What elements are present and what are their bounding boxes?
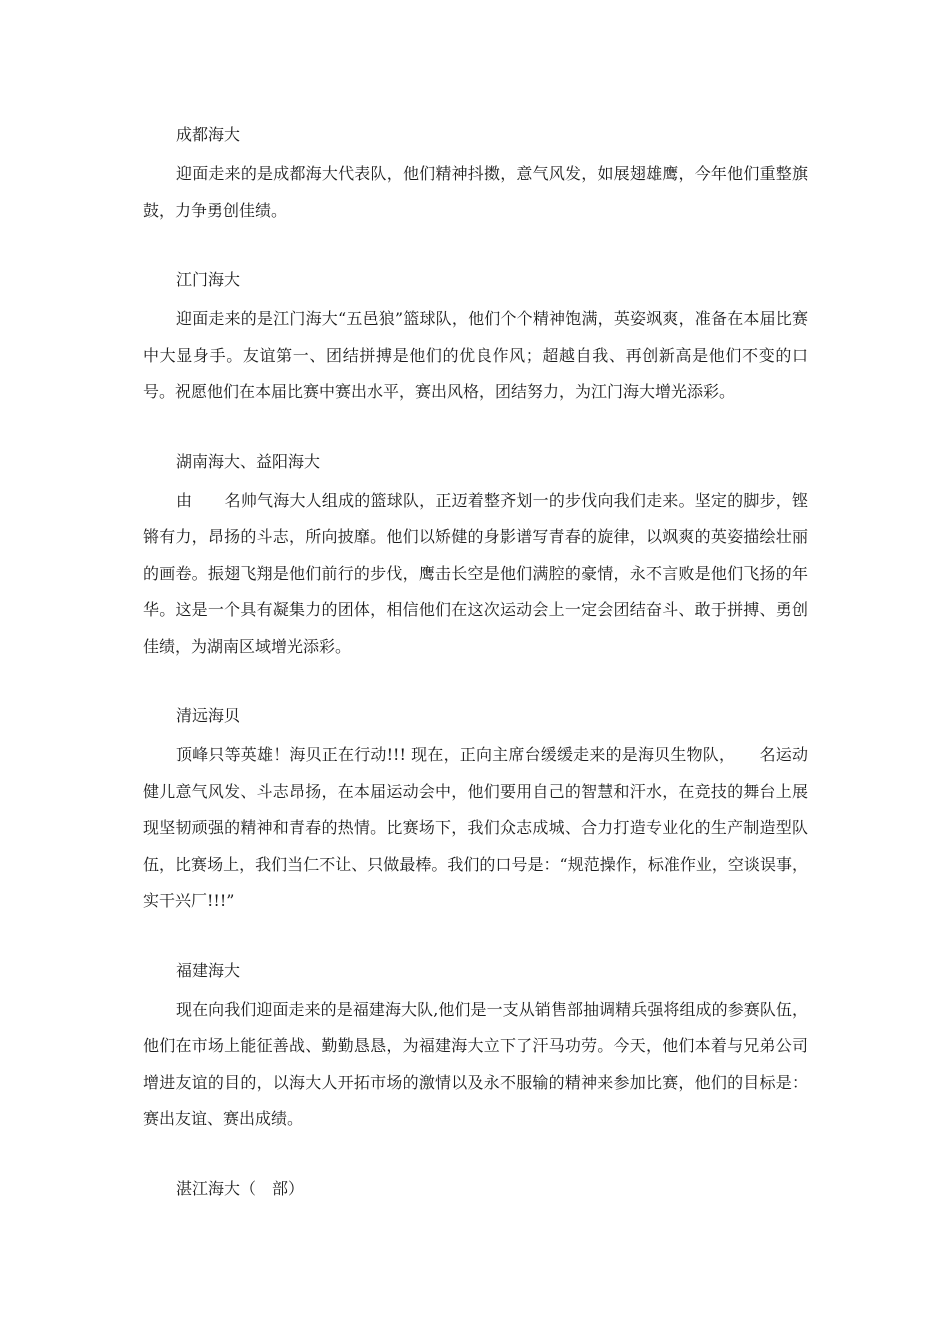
team-section-fujian xyxy=(143,956,808,1138)
section-paragraph: 迎面走来的是成都海大代表队，他们精神抖擞，意气风发，如展翅雄鹰，今年他们重整旗鼓，力争勇创佳绩。 xyxy=(143,164,808,220)
team-section-zhanjiang xyxy=(143,1174,808,1204)
section-heading: 清远海贝 xyxy=(176,706,241,725)
team-section-qingyuan xyxy=(143,701,808,920)
section-heading: 江门海大 xyxy=(176,270,241,289)
section-paragraph: 顶峰只等英雄！海贝正在行动!!! 现在，正向主席台缓缓走来的是海贝生物队， 名运动健儿意气风发、斗志昂扬，在本届运动会中，他们要用自己的智慧和汗水，在竞技的舞台上展现坚韧顽强的精神和青春的热情。比赛场下，我们众志成城、合力打造专业化的生产制造型队伍，比赛场上，我们当仁不让、只做最棒。我们的口号是：“规范操作，标准作业，空谈误事，实干兴厂!!!” xyxy=(143,745,808,910)
team-section-chengdu xyxy=(143,120,808,229)
section-heading: 福建海大 xyxy=(176,960,241,980)
section-paragraph: 迎面走来的是江门海大“五邑狼”篮球队，他们个个精神饱满，英姿飒爽，准备在本届比赛中大显身手。友谊第一、团结拼搏是他们的优良作风；超越自我、再创新高是他们不变的口号。祝愿他们在本届比赛中赛出水平，赛出风格，团结努力，为江门海大增光添彩。 xyxy=(143,309,808,401)
section-paragraph: 现在向我们迎面走来的是福建海大队,他们是一支从销售部抽调精兵强将组成的参赛队伍，他们在市场上能征善战、勤勤恳恳，为福建海大立下了汗马功劳。今天，他们本着与兄弟公司增进友谊的目的，以海大人开拓市场的激情以及永不服输的精神来参加比赛，他们的目标是：赛出友谊、赛出成绩。 xyxy=(143,999,808,1128)
section-heading: 成都海大 xyxy=(176,125,241,144)
document-content xyxy=(143,120,808,1240)
section-heading: 湛江海大（ 部） xyxy=(176,1178,305,1198)
team-section-jiangmen xyxy=(143,265,808,411)
team-section-hunan-yiyang xyxy=(143,447,808,666)
section-paragraph: 由 名帅气海大人组成的篮球队，正迈着整齐划一的步伐向我们走来。坚定的脚步，铿锵有力，昂扬的斗志，所向披靡。他们以矫健的身影谱写青春的旋律，以飒爽的英姿描绘壮丽的画卷。振翅飞翔是他们前行的步伐，鹰击长空是他们满腔的豪情，永不言败是他们飞扬的年华。这是一个具有凝集力的团体，相信他们在这次运动会上一定会团结奋斗、敢于拼搏、勇创佳绩，为湖南区域增光添彩。 xyxy=(143,490,808,656)
section-heading: 湖南海大、益阳海大 xyxy=(176,451,321,471)
